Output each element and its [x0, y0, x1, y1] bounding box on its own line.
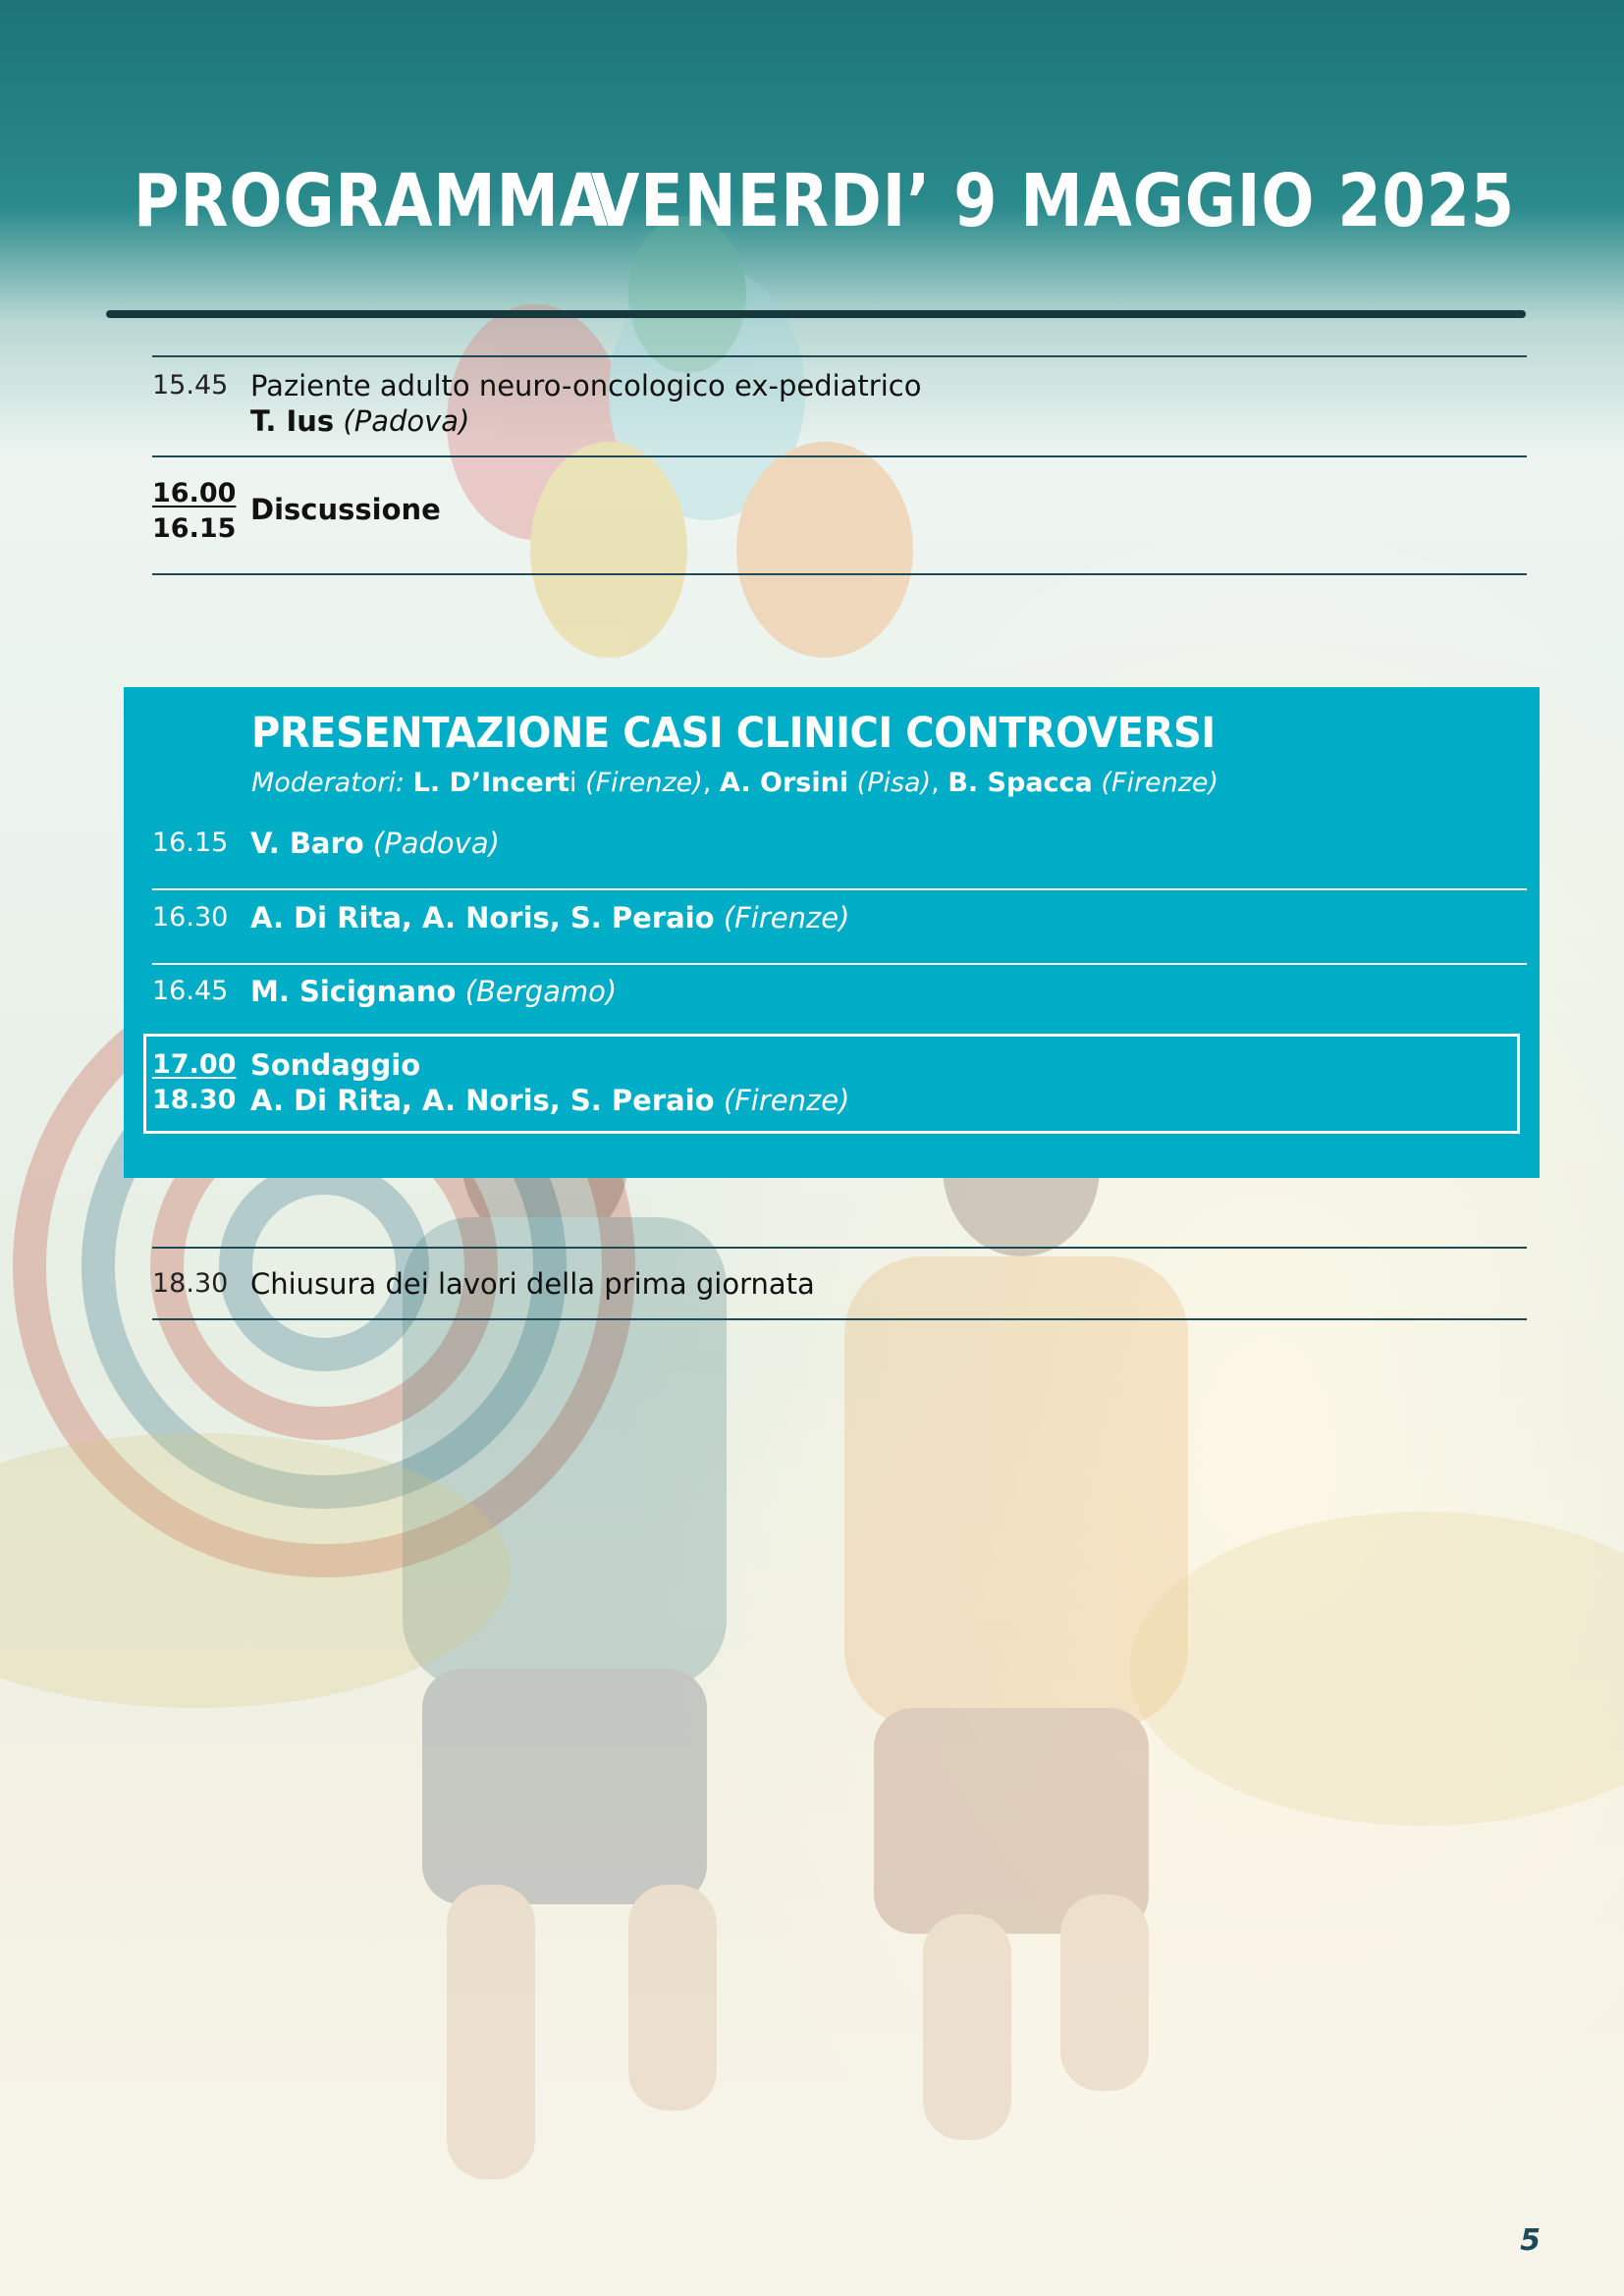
speaker-line [250, 403, 1507, 439]
time: 15.45 [152, 370, 229, 400]
event-date: VENERDI’ 9 MAGGIO 2025 [591, 159, 1515, 243]
divider [152, 455, 1527, 457]
moderator-name: B. Spacca [947, 768, 1093, 798]
talk-title: Paziente adulto neuro-oncologico ex-pediatrico [250, 369, 922, 402]
time-start: 17.00 [152, 1049, 237, 1080]
time: 16.15 [152, 828, 229, 858]
separator: , [931, 768, 948, 798]
session-item [152, 974, 1527, 1013]
moderator-city: (Pisa) [856, 768, 932, 798]
speaker-city: (Bergamo) [464, 975, 618, 1008]
schedule-row [152, 368, 1527, 447]
session-panel [124, 687, 1540, 1178]
separator: , [702, 768, 720, 798]
time-end: 18.30 [152, 1085, 237, 1115]
speaker-line [250, 1083, 1507, 1118]
divider [152, 355, 1527, 357]
talk-title: Discussione [250, 493, 441, 526]
talk-title: Sondaggio [250, 1048, 421, 1082]
time-range [152, 476, 250, 547]
schedule-row [152, 1266, 1527, 1306]
moderators-line [251, 768, 1218, 798]
schedule-row [152, 476, 1527, 555]
moderator-name: A. Orsini [719, 768, 849, 798]
time-start: 16.00 [152, 478, 237, 508]
page-title: PROGRAMMA [134, 159, 609, 243]
speaker-line [250, 974, 1507, 1009]
talk-title: Chiusura dei lavori della prima giornata [250, 1267, 815, 1301]
talk [250, 368, 1507, 439]
divider [152, 888, 1527, 890]
time: 16.45 [152, 976, 229, 1006]
divider [152, 1247, 1527, 1249]
session-item [152, 900, 1527, 939]
speaker-name: T. Ius [250, 404, 335, 438]
page-header [134, 157, 1515, 245]
page-number: 5 [1520, 2223, 1541, 2258]
moderator-city: (Firenze) [585, 768, 703, 798]
time: 18.30 [152, 1268, 229, 1299]
speaker-line [250, 900, 1507, 935]
speaker-line [250, 826, 1507, 861]
moderators-label: Moderatori: [251, 768, 406, 798]
speaker-city: (Padova) [372, 827, 500, 860]
session-title: PRESENTAZIONE CASI CLINICI CONTROVERSI [251, 709, 1216, 758]
session-item-highlight [152, 1047, 1527, 1126]
speaker-city: (Firenze) [723, 1084, 850, 1117]
divider [152, 573, 1527, 575]
time-range [152, 1047, 250, 1118]
moderator-name-suffix: i [568, 768, 577, 798]
divider [152, 963, 1527, 965]
divider [152, 1318, 1527, 1320]
moderator-city: (Firenze) [1101, 768, 1219, 798]
time-end: 16.15 [152, 513, 237, 544]
speaker-names: M. Sicignano [250, 975, 457, 1008]
speaker-city: (Padova) [343, 404, 470, 438]
moderator-name: L. D’Incert [412, 768, 569, 798]
speaker-city: (Firenze) [723, 901, 850, 934]
session-item [152, 826, 1527, 865]
speaker-names: V. Baro [250, 827, 364, 860]
time: 16.30 [152, 902, 229, 933]
talk [250, 1047, 1507, 1118]
speaker-names: A. Di Rita, A. Noris, S. Peraio [250, 1084, 715, 1117]
header-divider [106, 310, 1526, 318]
speaker-names: A. Di Rita, A. Noris, S. Peraio [250, 901, 715, 934]
